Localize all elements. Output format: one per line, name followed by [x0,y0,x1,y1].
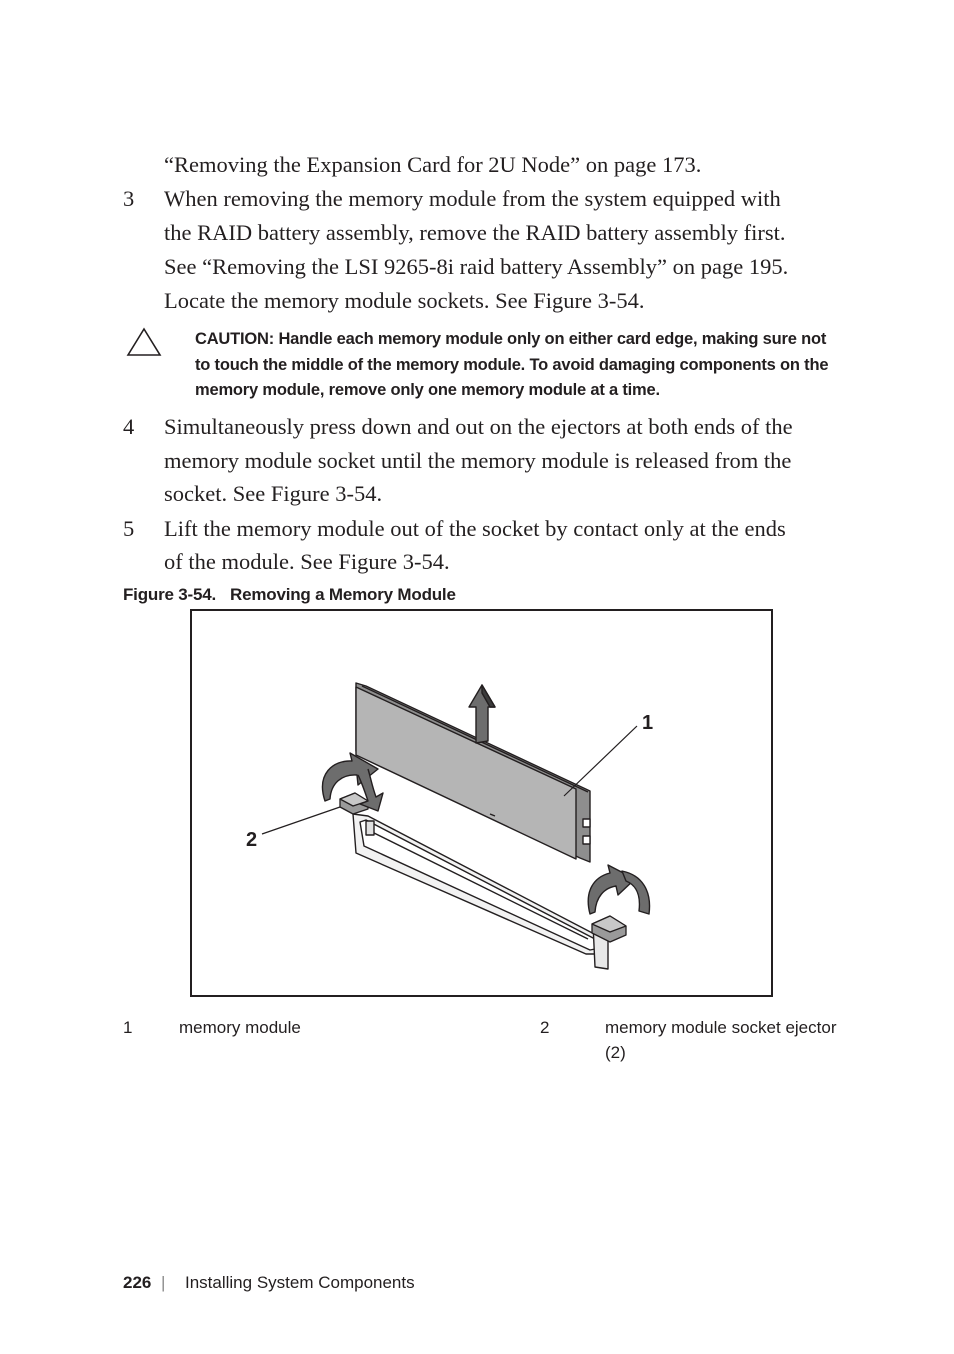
legend-number: 1 [123,1018,133,1037]
caution-triangle-icon [126,327,162,357]
caution-line: to touch the middle of the memory module. To avoid damaging components on the [195,355,829,374]
page-number: 226 [123,1273,152,1292]
step-text-line: the RAID battery assembly, remove the RAID battery assembly first. [164,220,786,245]
step-text-line: Simultaneously press down and out on the ejectors at both ends of the [164,414,793,439]
figure-label: Figure 3-54. [123,585,217,604]
legend-label: memory module socket ejector [605,1018,837,1037]
step-text-line: See “Removing the LSI 9265-8i raid battery Assembly” on page 195. [164,254,789,279]
step-text-line: Locate the memory module sockets. See Figure 3-54. [164,288,645,313]
caution-line: memory module, remove only one memory module at a time. [195,381,660,399]
step-text-line: socket. See Figure 3-54. [164,481,383,506]
caution-line: CAUTION: Handle each memory module only on either card edge, making sure not [195,330,827,348]
step-text-line: of the module. See Figure 3-54. [164,549,450,574]
step-number: 5 [123,516,135,541]
step-text-line: Lift the memory module out of the socket by contact only at the ends [164,516,786,541]
callout-number-2: 2 [246,829,258,851]
step-number: 3 [123,186,135,211]
step-text-line: memory module socket until the memory module is released from the [164,448,792,473]
figure-title: Removing a Memory Module [230,585,456,604]
step-text-line: When removing the memory module from the system equipped with [164,186,781,211]
legend-label-continued: (2) [605,1043,626,1062]
step-number: 4 [123,414,135,439]
section-title: Installing System Components [185,1273,415,1292]
callout-number-1: 1 [642,712,654,734]
continuation-text: “Removing the Expansion Card for 2U Node” on page 173. [164,152,702,177]
footer-separator: | [161,1273,166,1292]
figure-caption [123,585,456,605]
legend-label: memory module [179,1018,301,1037]
memory-module-illustration [190,609,773,997]
legend-number: 2 [540,1018,550,1037]
